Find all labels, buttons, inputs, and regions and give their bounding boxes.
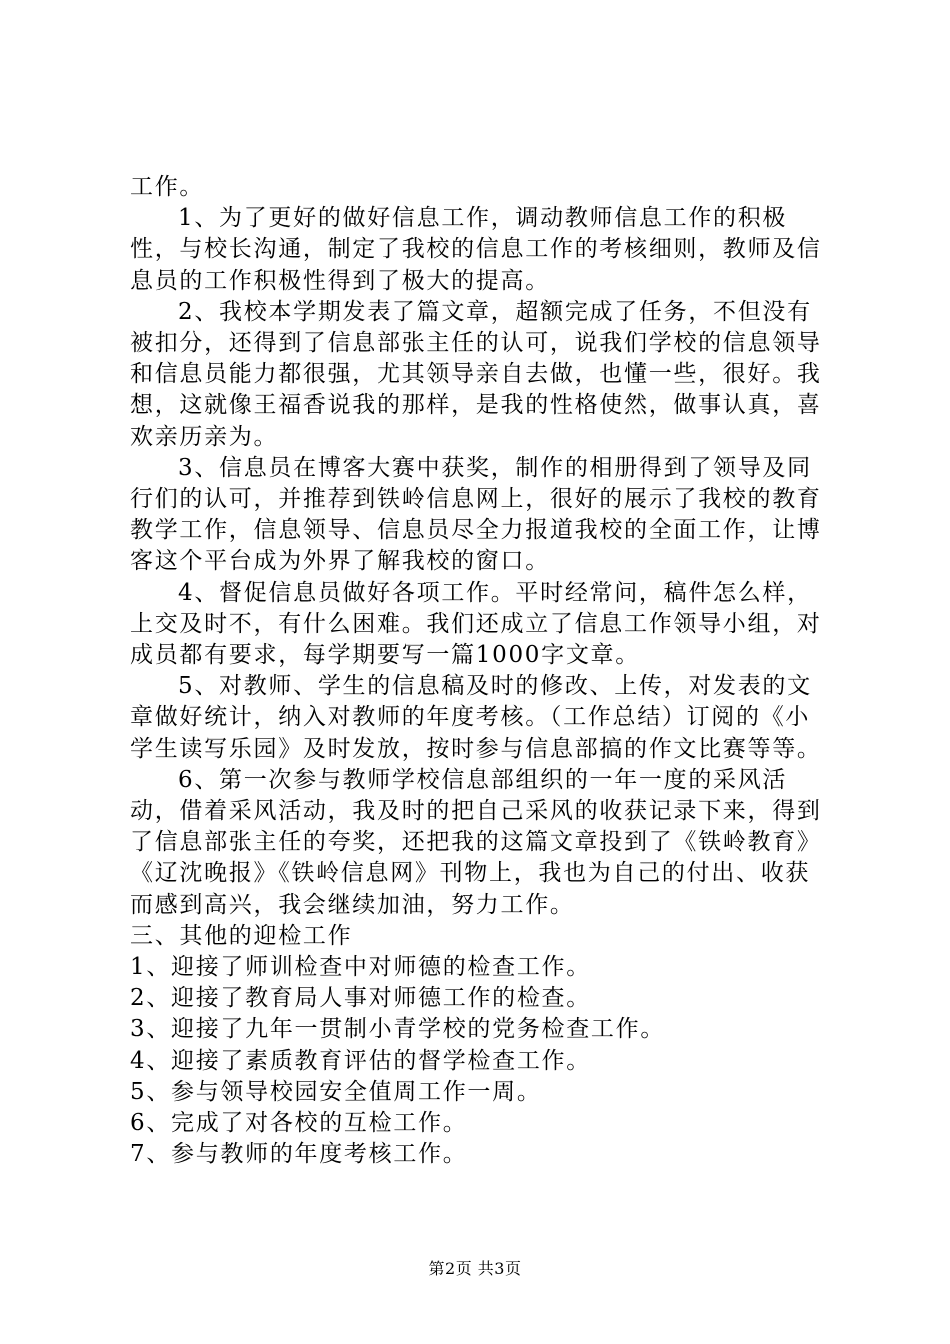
list-item: 1、迎接了师训检查中对师德的检查工作。 — [130, 954, 591, 981]
list-item: 2、迎接了教育局人事对师德工作的检查。 — [130, 985, 591, 1012]
paragraph-item-1: 1、为了更好的做好信息工作，调动教师信息工作的积极性，与校长沟通，制定了我校的信息工作的考核细则，教师及信息员的工作积极性得到了极大的提高。 — [130, 205, 822, 294]
list-item: 3、迎接了九年一贯制小青学校的党务检查工作。 — [130, 1016, 666, 1043]
paragraph-item-6: 6、第一次参与教师学校信息部组织的一年一度的采风活动，借着采风活动，我及时的把自己采风的收获记录下来，得到了信息部张主任的夸奖，还把我的这篇文章投到了《铁岭教育》《辽沈晚报》《铁岭信息网》刊物上，我也为自己的付出、收获而感到高兴，我会继续加油，努力工作。 — [130, 766, 822, 918]
document-body — [130, 172, 830, 1171]
page-footer — [0, 1256, 950, 1279]
section-heading: 三、其他的迎检工作 — [130, 922, 353, 949]
list-item: 7、参与教师的年度考核工作。 — [130, 1141, 468, 1168]
paragraph-continuation: 工作。 — [130, 174, 205, 200]
list-item: 5、参与领导校园安全值周工作一周。 — [130, 1078, 542, 1105]
list-item: 6、完成了对各校的互检工作。 — [130, 1110, 468, 1137]
paragraph-item-4: 4、督促信息员做好各项工作。平时经常问，稿件怎么样，上交及时不，有什么困难。我们还成立了信息工作领导小组，对成员都有要求，每学期要写一篇1000字文章。 — [130, 579, 822, 669]
list-item: 4、迎接了素质教育评估的督学检查工作。 — [130, 1047, 591, 1074]
paragraph-item-5: 5、对教师、学生的信息稿及时的修改、上传，对发表的文章做好统计，纳入对教师的年度考核。（工作总结）订阅的《小学生读写乐园》及时发放，按时参与信息部搞的作文比赛等等。 — [130, 673, 822, 762]
paragraph-item-2: 2、我校本学期发表了篇文章，超额完成了任务，不但没有被扣分，还得到了信息部张主任的认可，说我们学校的信息领导和信息员能力都很强，尤其领导亲自去做，也懂一些，很好。我想，这就像王福香说我的那样，是我的性格使然，做事认真，喜欢亲历亲为。 — [130, 298, 822, 450]
paragraph-item-3: 3、信息员在博客大赛中获奖，制作的相册得到了领导及同行们的认可，并推荐到铁岭信息网上，很好的展示了我校的教育教学工作，信息领导、信息员尽全力报道我校的全面工作，让博客这个平台成为外界了解我校的窗口。 — [130, 454, 822, 575]
page-number-label: 第2页 共3页 — [428, 1259, 522, 1278]
